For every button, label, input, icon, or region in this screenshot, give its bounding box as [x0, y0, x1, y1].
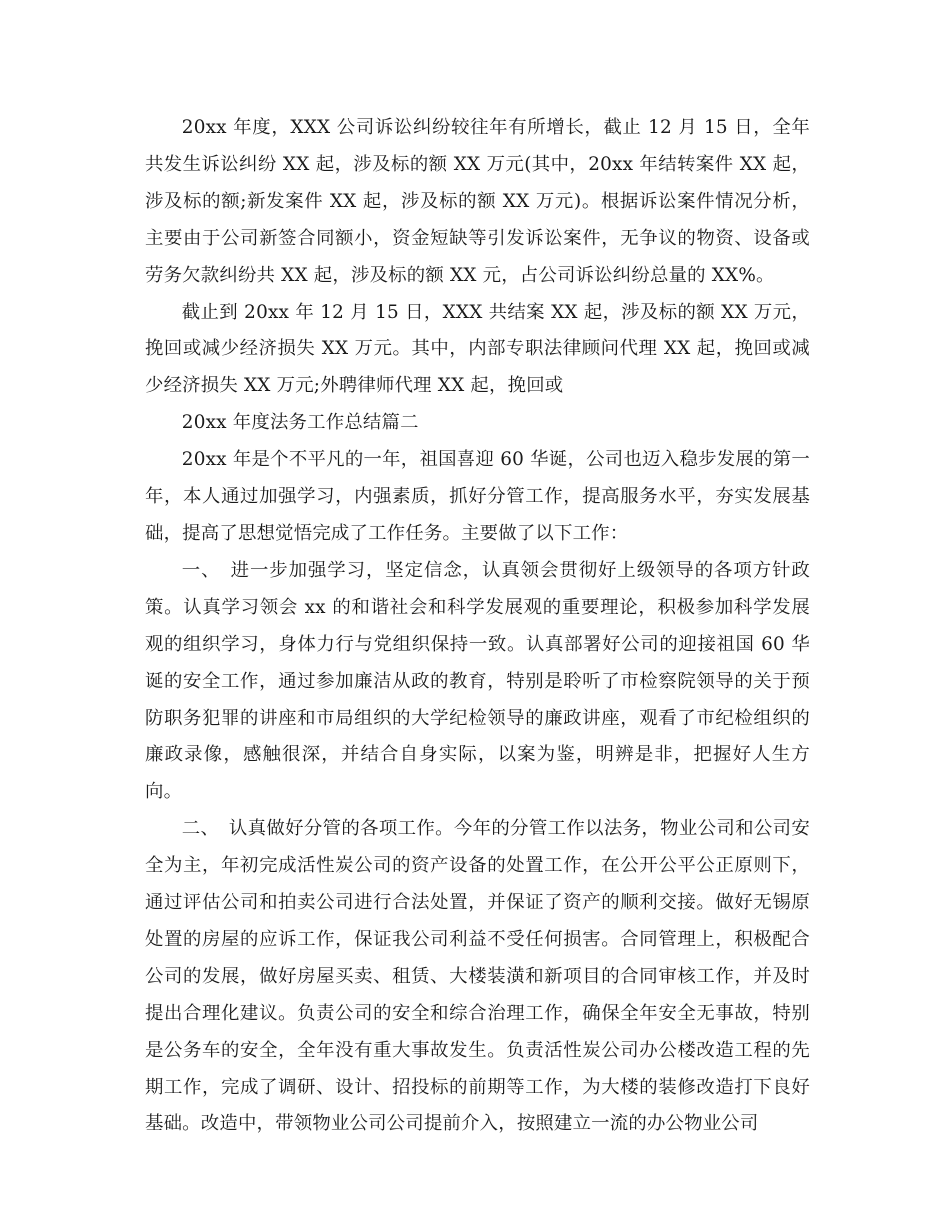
document-body: [145, 110, 810, 1143]
paragraph-case-closure: 截止到 20xx 年 12 月 15 日，XXX 共结案 XX 起，涉及标的额 XX 万元，挽回或减少经济损失 XX 万元。其中，内部专职法律顾问代理 XX 起，挽回或减少经济损失 XX 万元;外聘律师代理 XX 起，挽回或: [145, 301, 810, 397]
paragraph-year-intro: 20xx 年是个不平凡的一年，祖国喜迎 60 华诞，公司也迈入稳步发展的第一年，本人通过加强学习，内强素质，抓好分管工作，提高服务水平，夯实发展基础，提高了思想觉悟完成了工作任务。主要做了以下工作：: [145, 449, 810, 544]
section-heading: 20xx 年度法务工作总结篇二: [181, 412, 419, 434]
paragraph-litigation-overview: 20xx 年度，XXX 公司诉讼纠纷较往年有所增长，截止 12 月 15 日，全年共发生诉讼纠纷 XX 起，涉及标的额 XX 万元(其中，20xx 年结转案件 XX 起，涉及标的额;新发案件 XX 起，涉及标的额 XX 万元)。根据诉讼案件情况分析，主要由于公司新签合同额小，资金短缺等引发诉讼案件，无争议的物资、设备或劳务欠款纠纷共 XX 起，涉及标的额 XX 元，占公司诉讼纠纷总量的 XX%。: [145, 117, 810, 286]
paragraph-item-two: 二、 认真做好分管的各项工作。今年的分管工作以法务，物业公司和公司安全为主，年初完成活性炭公司的资产设备的处置工作，在公开公平公正原则下，通过评估公司和拍卖公司进行合法处置，并保证了资产的顺利交接。做好无锡原处置的房屋的应诉工作，保证我公司利益不受任何损害。合同管理上，积极配合公司的发展，做好房屋买卖、租赁、大楼装潢和新项目的合同审核工作，并及时提出合理化建议。负责公司的安全和综合治理工作，确保全年安全无事故，特别是公务车的安全，全年没有重大事故发生。负责活性炭公司办公楼改造工程的先期工作，完成了调研、设计、招投标的前期等工作，为大楼的装修改造打下良好基础。改造中，带领物业公司公司提前介入，按照建立一流的办公物业公司: [145, 818, 810, 1135]
paragraph-item-one: 一、 进一步加强学习，坚定信念，认真领会贯彻好上级领导的各项方针政策。认真学习领会 xx 的和谐社会和科学发展观的重要理论，积极参加科学发展观的组织学习，身体力行与党组织保持一致。认真部署好公司的迎接祖国 60 华诞的安全工作，通过参加廉洁从政的教育，特别是聆听了市检察院领导的关于预防职务犯罪的讲座和市局组织的大学纪检领导的廉政讲座，观看了市纪检组织的廉政录像，感触很深，并结合自身实际，以案为鉴，明辨是非，把握好人生方向。: [145, 559, 810, 803]
